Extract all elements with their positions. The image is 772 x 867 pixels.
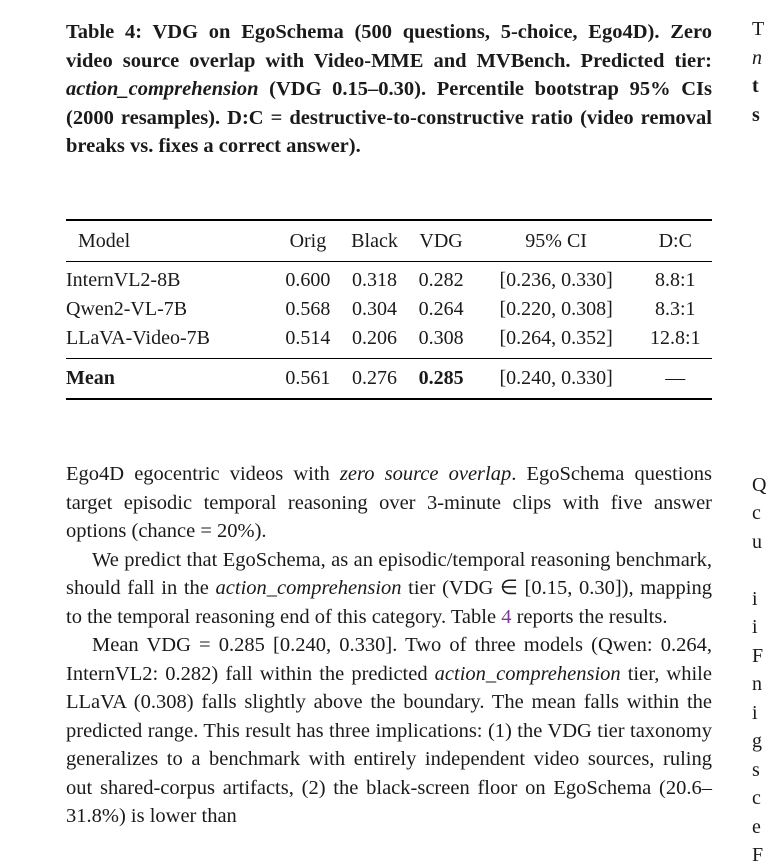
cell-ci: [0.264, 0.352]	[499, 327, 613, 349]
text-run: tier, while LLaVA (0.308) falls slightly above the boundary. The mean falls within the predicted range. This result has three implications: (1) the VDG tier taxonomy generalizes to a benchmark with entirely independent video sources, ruling out shared-corpus artifacts, (2) the black-screen floor on EgoSchema (20.6–31.8%) is lower than	[66, 662, 712, 827]
emphasis: zero source overlap	[339, 463, 512, 485]
caption-tier: action_comprehension	[66, 78, 259, 100]
text-run: Mean VDG = 0.285 [0.240, 0.330]. Two of three models (Qwen: 0.264, InternVL2: 0.282) fall within the predicted	[66, 634, 712, 685]
table-row	[66, 324, 712, 359]
cell-orig: 0.514	[285, 327, 331, 349]
fragment-char: i	[752, 702, 758, 724]
text-run: tier (VDG ∈ [0.15, 0.30]), mapping to the temporal reasoning end of this category. Table	[66, 577, 712, 628]
header-dc: D:C	[658, 229, 692, 252]
text-run: Ego4D egocentric videos with	[66, 463, 340, 485]
paragraph-3	[66, 631, 712, 831]
table-row	[66, 262, 712, 296]
mean-dc: —	[665, 367, 686, 389]
mean-row	[66, 359, 712, 400]
cell-black: 0.304	[352, 298, 397, 320]
fragment-char: c	[752, 787, 761, 809]
right-column-fragment	[752, 0, 772, 866]
fragment-char: u	[752, 531, 762, 553]
header-ci: 95% CI	[525, 229, 587, 252]
cell-black: 0.206	[352, 327, 397, 349]
table-ref-link[interactable]: 4	[501, 605, 512, 628]
text-run: . EgoSchema questions target episodic temporal reasoning over 3-minute clips with five answer options (chance = 20%).	[66, 463, 712, 542]
fragment-char: c	[752, 502, 761, 524]
caption-text-1: VDG on EgoSchema (500 questions, 5-choice, Ego4D). Zero video source overlap with Video-MME and MVBench. Predicted tier:	[66, 21, 712, 72]
emphasis: action_comprehension	[434, 662, 621, 685]
mean-vdg: 0.285	[418, 367, 464, 389]
fragment-char: g	[752, 730, 762, 752]
table-header-row	[66, 220, 712, 262]
caption-label: Table 4:	[66, 21, 143, 43]
cell-ci: [0.236, 0.330]	[499, 269, 613, 291]
mean-label: Mean	[66, 367, 115, 389]
cell-model: InternVL2-8B	[66, 269, 181, 291]
fragment-char: i	[752, 616, 758, 638]
cell-vdg: 0.282	[418, 269, 464, 291]
caption-text-2: (VDG 0.15–0.30). Percentile bootstrap 95% CIs (2000 resamples). D:C = destructive-to-constructive ratio (video removal breaks vs. fixes a correct answer).	[66, 78, 712, 157]
header-orig: Orig	[289, 229, 327, 252]
fragment-char: n	[752, 47, 762, 69]
fragment-char: s	[752, 104, 760, 126]
paragraph-1	[66, 460, 712, 546]
cell-orig: 0.568	[285, 298, 331, 320]
text-run: We predict that EgoSchema, as an episodic/temporal reasoning benchmark, should fall in the	[66, 548, 712, 599]
cell-model: LLaVA-Video-7B	[66, 327, 210, 349]
emphasis: action_comprehension	[215, 577, 402, 599]
cell-dc: 8.8:1	[654, 269, 696, 291]
mean-orig: 0.561	[285, 367, 331, 389]
fragment-char: F	[752, 645, 764, 667]
table-row	[66, 295, 712, 324]
fragment-char: T	[752, 18, 765, 40]
body-text	[66, 460, 712, 831]
fragment-char: n	[752, 673, 762, 695]
cell-dc: 12.8:1	[649, 327, 701, 349]
header-black: Black	[351, 229, 398, 252]
fragment-char: Q	[752, 474, 767, 496]
cell-orig: 0.600	[285, 269, 331, 291]
results-table	[66, 219, 712, 400]
cell-vdg: 0.308	[418, 327, 464, 349]
cell-ci: [0.220, 0.308]	[499, 298, 613, 320]
cell-black: 0.318	[352, 269, 397, 291]
header-model: Model	[78, 229, 131, 252]
fragment-char: i	[752, 588, 758, 610]
mean-ci: [0.240, 0.330]	[499, 367, 613, 389]
fragment-char: e	[752, 816, 761, 838]
cell-model: Qwen2-VL-7B	[66, 298, 188, 320]
table-caption	[66, 18, 712, 161]
paragraph-2	[66, 546, 712, 632]
fragment-char: F	[752, 844, 764, 866]
cell-dc: 8.3:1	[654, 298, 696, 320]
header-vdg: VDG	[419, 229, 463, 252]
fragment-char: s	[752, 759, 760, 781]
cell-vdg: 0.264	[418, 298, 464, 320]
fragment-char: t	[752, 75, 759, 97]
text-run: reports the results.	[511, 605, 668, 628]
mean-black: 0.276	[352, 367, 397, 389]
